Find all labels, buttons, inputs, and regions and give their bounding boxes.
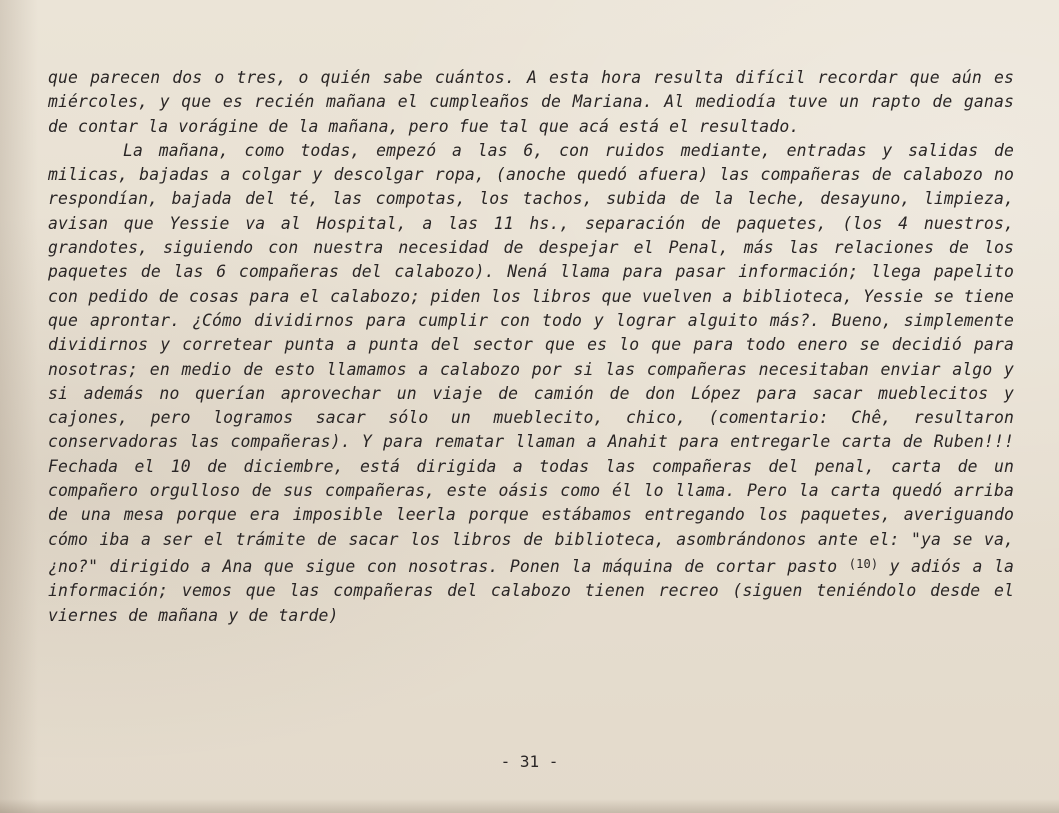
paragraph-2: [48, 139, 1014, 628]
page-bottom-shadow: [0, 799, 1059, 813]
page-number: - 31 -: [500, 752, 559, 771]
paragraph-2-text: La mañana, como todas, empezó a las 6, con ruidos mediante, entradas y salidas de milicas, bajadas a colgar y descolgar ropa, (anoche quedó afuera) las compañeras de calabozo no respondían, bajada del té, las compotas, los tachos, subida de la leche, desayuno, limpieza, avisan que Yessie va al Hospital, a las 11 hs., separación de paquetes, (los 4 nuestros, grandotes, siguiendo con nuestra necesidad de despejar el Penal, más las relaciones de los paquetes de las 6 compañeras del calabozo). Nená llama para pasar información; llega papelito con pedido de cosas para el calabozo; piden los libros que vuelven a biblioteca, Yessie se tiene que aprontar. ¿Cómo dividirnos para cumplir con todo y lograr alguito más?. Bueno, simplemente dividirnos y corretear punta a punta del sector que es lo que para todo enero se decidió para nosotras; en medio de esto llamamos a calabozo por si las compañeras necesitaban enviar algo y si además no querían aprovechar un viaje de camión de don López para sacar mueblecitos y cajones, pero logramos sacar sólo un mueblecito, chico, (comentario: Chê, resultaron conservadoras las compañeras). Y para rematar llaman a Anahit para entregarle carta de Ruben!!! Fechada el 10 de diciembre, está dirigida a todas las compañeras del penal, carta de un compañero orgulloso de sus compañeras, este oásis como él lo llama. Pero la carta quedó arriba de una mesa porque era imposible leerla porque estábamos entregando los paquetes, averiguando cómo iba a ser el trámite de sacar los libros de biblioteca, asombrándonos ante el: "ya se va, ¿no?" dirigido a Ana que sigue con nosotras. Ponen la máquina de cortar pasto: [48, 140, 1014, 576]
body-text: [48, 66, 1014, 628]
footnote-marker: (10): [848, 556, 879, 571]
page-edge-shadow: [0, 0, 38, 813]
paragraph-1: que parecen dos o tres, o quién sabe cuántos. A esta hora resulta difícil recordar que aún es miércoles, y que es recién mañana el cumpleaños de Mariana. Al mediodía tuve un rapto de ganas de contar la vorágine de la mañana, pero fue tal que acá está el resultado.: [48, 68, 1014, 136]
paragraph-2-text-continued: y adiós a la información; vemos que las compañeras del calabozo tienen recreo (siguen teniéndolo desde el viernes de mañana y de tarde): [48, 556, 1014, 625]
